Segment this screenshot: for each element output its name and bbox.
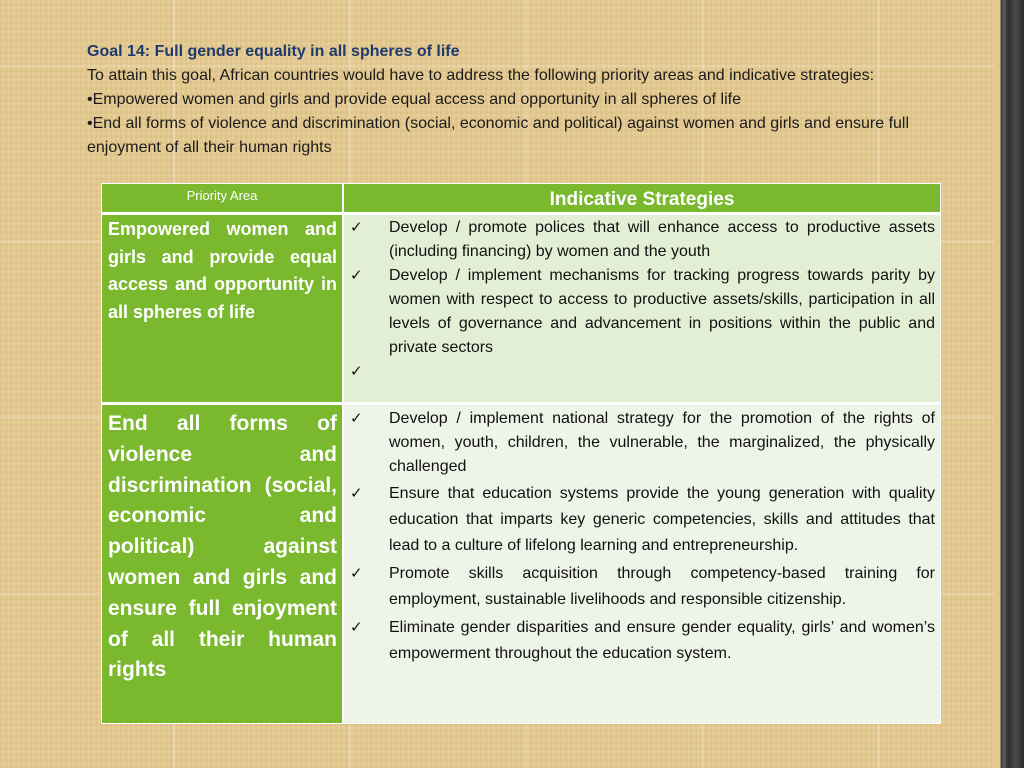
goal-bullet-2: •End all forms of violence and discrimination (social, economic and political) against women and girls and ensure full enjoyment of all their human rights	[87, 115, 910, 156]
check-icon: ✓	[350, 219, 363, 236]
check-icon: ✓	[350, 363, 363, 380]
strategy-item	[344, 481, 935, 559]
column-header-priority: Priority Area	[102, 184, 344, 212]
strategy-table	[101, 183, 941, 724]
strategy-list-2	[344, 405, 935, 667]
check-icon: ✓	[350, 485, 363, 502]
strategy-text: Eliminate gender disparities and ensure gender equality, girls’ and women’s empowerment throughout the education system.	[389, 619, 935, 662]
strategy-text: Develop / implement national strategy for the promotion of the rights of women, youth, children, the vulnerable, the marginalized, the physically challenged	[389, 410, 935, 475]
priority-cell-1: Empowered women and girls and provide equal access and opportunity in all spheres of life	[102, 215, 344, 402]
goal-title: Goal 14: Full gender equality in all spheres of life	[87, 43, 460, 60]
goal-intro: To attain this goal, African countries would have to address the following priority areas and indicative strategies:	[87, 67, 875, 84]
check-icon: ✓	[350, 565, 363, 582]
strategy-item	[344, 264, 935, 360]
strategy-item	[344, 561, 935, 613]
strategy-text: Promote skills acquisition through competency-based training for employment, sustainable livelihoods and responsible citizenship.	[389, 565, 935, 608]
goal-bullet-1: •Empowered women and girls and provide equal access and opportunity in all spheres of life	[87, 91, 741, 108]
slide-header	[87, 40, 947, 160]
strategy-cell-2	[344, 405, 940, 723]
strategy-text: Ensure that education systems provide the young generation with quality education that imparts key generic competencies, skills and attitudes that lead to a culture of lifelong learning and entrepreneurship.	[389, 485, 935, 554]
check-icon: ✓	[350, 619, 363, 636]
check-icon: ✓	[350, 267, 363, 284]
column-header-strategies: Indicative Strategies	[344, 184, 940, 212]
check-icon: ✓	[350, 410, 363, 427]
strategy-item	[344, 216, 935, 264]
strategy-cell-1	[344, 215, 940, 402]
strategy-text: Develop / promote polices that will enhance access to productive assets (including financing) by women and the youth	[389, 219, 935, 260]
strategy-item	[344, 407, 935, 479]
strategy-text: Develop / implement mechanisms for tracking progress towards parity by women with respect to access to productive assets/skills, participation in all levels of governance and advancement in positions within the public and private sectors	[389, 267, 935, 356]
strategy-list-1	[344, 215, 935, 384]
right-edge-frame	[994, 0, 1024, 768]
strategy-item-empty	[344, 360, 935, 384]
priority-cell-2: End all forms of violence and discrimination (social, economic and political) against women and girls and ensure full enjoyment of all their human rights	[102, 405, 344, 723]
strategy-item	[344, 615, 935, 667]
